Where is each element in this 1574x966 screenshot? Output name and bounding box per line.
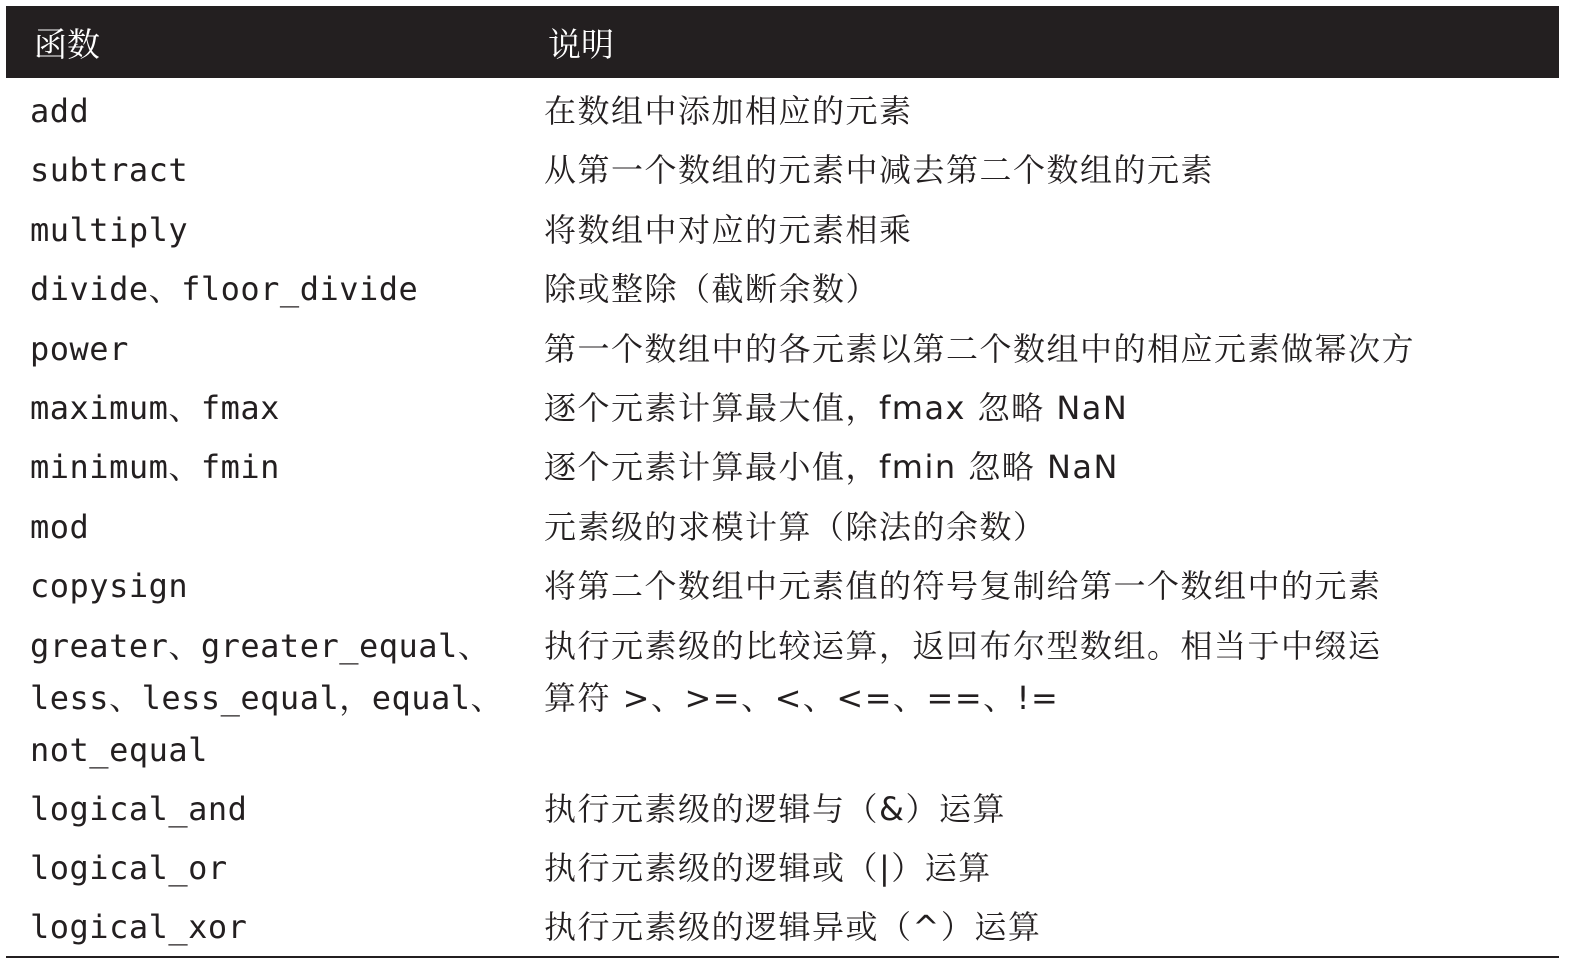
function-description: 逐个元素计算最小值，fmin 忽略 NaN (544, 448, 1119, 487)
function-description: 将第二个数组中元素值的符号复制给第一个数组中的元素 (544, 567, 1382, 606)
table-row (6, 375, 1559, 434)
table-row (6, 316, 1559, 375)
header-description: 说明 (542, 6, 1559, 78)
function-name: copysign (30, 567, 189, 606)
table-row (6, 613, 1559, 776)
function-name: minimum、fmin (30, 448, 280, 487)
function-description-line: 算符 >、>=、<、<=、==、!= (544, 678, 1060, 717)
function-name: maximum、fmax (30, 388, 280, 427)
function-name: multiply (30, 210, 189, 249)
table-row (6, 835, 1559, 894)
function-description (542, 613, 1559, 776)
binary-ufunc-table (6, 6, 1559, 954)
function-description: 从第一个数组的元素中减去第二个数组的元素 (544, 151, 1215, 190)
function-description: 执行元素级的逻辑异或（^）运算 (544, 908, 1042, 947)
table-row (6, 494, 1559, 553)
function-description: 执行元素级的逻辑与（&）运算 (544, 789, 1006, 828)
function-name: logical_xor (30, 908, 248, 947)
function-description: 将数组中对应的元素相乘 (544, 210, 913, 249)
function-name: power (30, 329, 129, 368)
function-description: 第一个数组中的各元素以第二个数组中的相应元素做幂次方 (544, 329, 1416, 368)
function-description: 元素级的求模计算（除法的余数） (544, 507, 1047, 546)
table-row (6, 137, 1559, 196)
function-name: logical_and (30, 789, 248, 828)
function-description-line: 执行元素级的比较运算，返回布尔型数组。相当于中缀运 (544, 626, 1382, 665)
table-header-row (6, 6, 1559, 78)
table-row (6, 434, 1559, 493)
header-function: 函数 (6, 6, 542, 78)
function-description: 逐个元素计算最大值，fmax 忽略 NaN (544, 388, 1129, 427)
function-description: 在数组中添加相应的元素 (544, 92, 913, 130)
function-name: logical_or (30, 848, 228, 887)
table-row (6, 894, 1559, 953)
function-name-line: less、less_equal，equal、 (30, 678, 504, 717)
table-row (6, 78, 1559, 137)
function-name-line: greater、greater_equal、 (30, 626, 491, 665)
function-name: subtract (30, 151, 189, 190)
table-bottom-rule (6, 956, 1559, 958)
table-row (6, 776, 1559, 835)
function-name: mod (30, 507, 90, 546)
function-description: 除或整除（截断余数） (544, 270, 880, 309)
table-row (6, 197, 1559, 256)
functions-table-container (6, 6, 1559, 954)
function-name: divide、floor_divide (30, 270, 419, 309)
table-row (6, 256, 1559, 315)
function-description: 执行元素级的逻辑或（|）运算 (544, 848, 992, 887)
table-row (6, 553, 1559, 612)
function-name: add (30, 92, 90, 130)
function-name (6, 613, 542, 776)
function-name-line: not_equal (30, 730, 208, 769)
